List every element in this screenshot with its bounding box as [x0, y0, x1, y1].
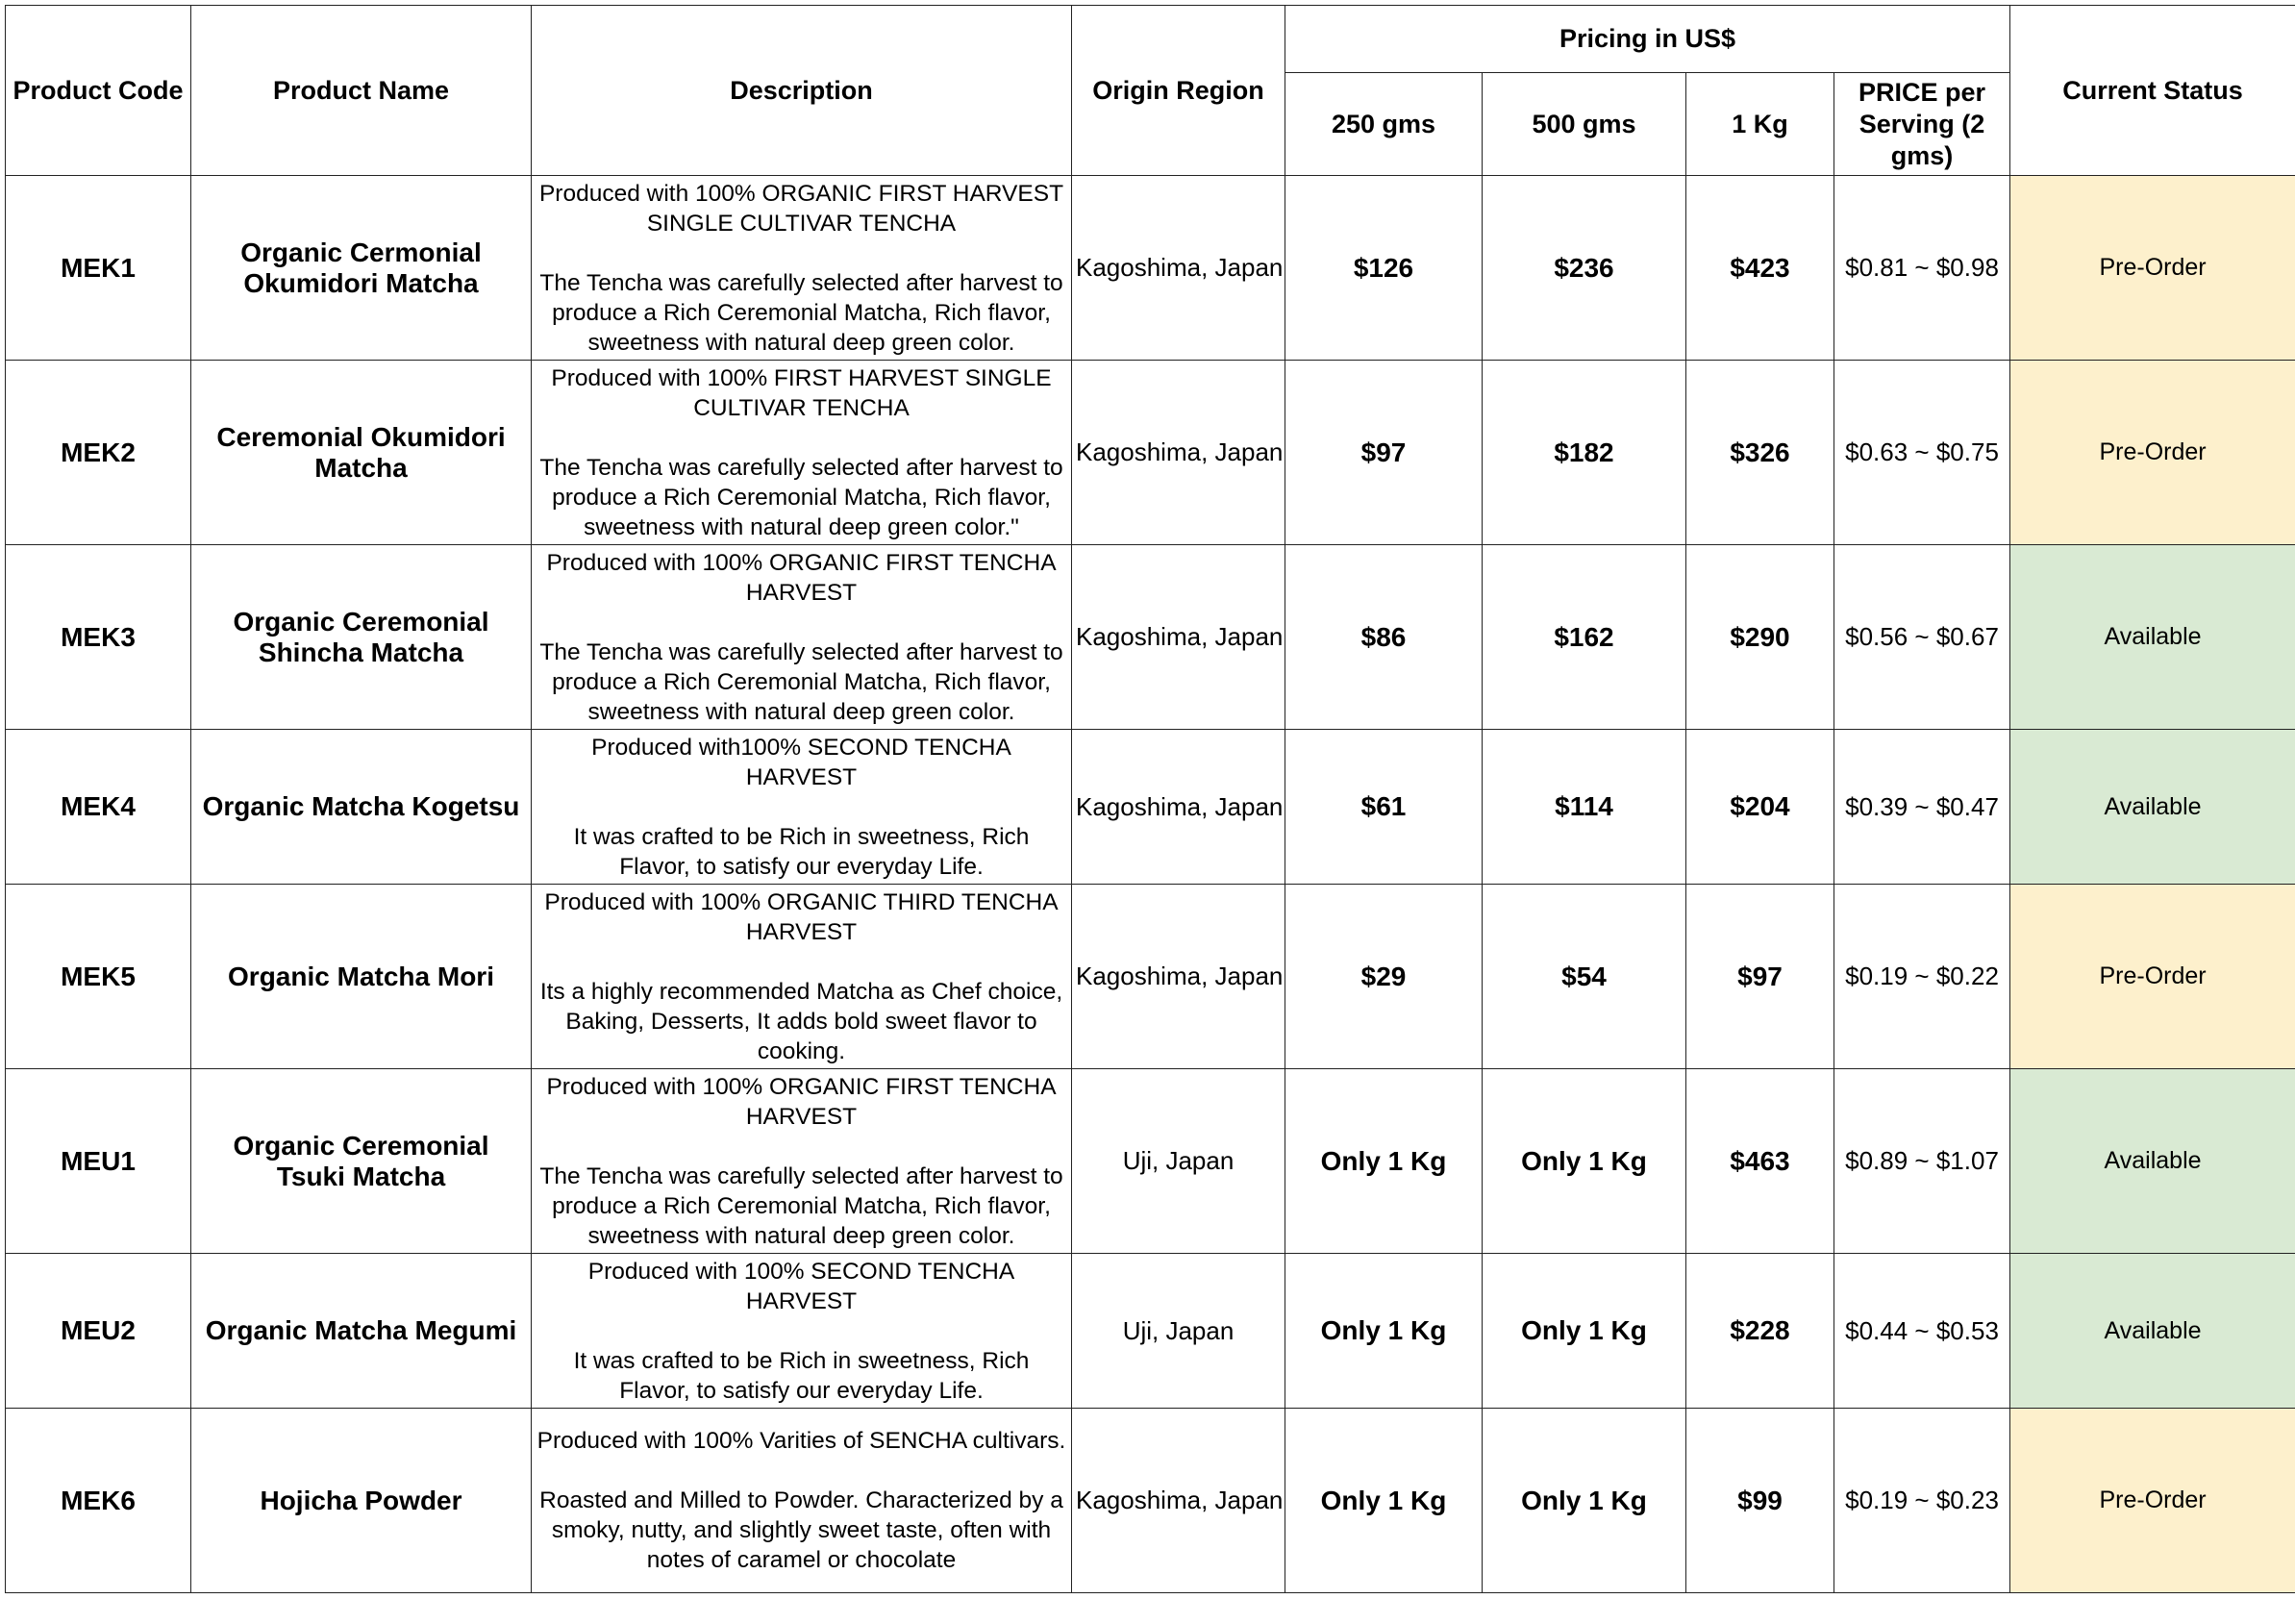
price-1kg-cell: $97: [1686, 885, 1834, 1069]
product-code-cell: MEK2: [6, 361, 191, 545]
product-name-cell: Ceremonial Okumidori Matcha: [191, 361, 532, 545]
product-code-cell: MEK3: [6, 545, 191, 730]
product-code-cell: MEK4: [6, 730, 191, 885]
product-name-cell: Organic Matcha Mori: [191, 885, 532, 1069]
price-250-cell: Only 1 Kg: [1285, 1069, 1483, 1254]
product-name-cell: Organic Matcha Megumi: [191, 1254, 532, 1409]
description-cell: Produced with100% SECOND TENCHA HARVEST It was crafted to be Rich in sweetness, Rich Flavor, to satisfy our everyday Life.: [532, 730, 1072, 885]
status-cell: Available: [2010, 1254, 2295, 1409]
product-code-cell: MEU2: [6, 1254, 191, 1409]
header-row: [6, 6, 2295, 73]
table-row: [6, 730, 2295, 885]
price-250-cell: Only 1 Kg: [1285, 1254, 1483, 1409]
price-per-serving-cell: $0.89 ~ $1.07: [1834, 1069, 2010, 1254]
status-cell: Available: [2010, 1069, 2295, 1254]
product-name-cell: Organic Cermonial Okumidori Matcha: [191, 176, 532, 361]
price-250-cell: $61: [1285, 730, 1483, 885]
price-per-serving-cell: $0.19 ~ $0.23: [1834, 1409, 2010, 1593]
origin-region-cell: Kagoshima, Japan: [1072, 545, 1285, 730]
price-500-cell: $182: [1483, 361, 1686, 545]
header-size-1kg: 1 Kg: [1686, 73, 1834, 176]
header-product-name: Product Name: [191, 6, 532, 176]
status-cell: Available: [2010, 730, 2295, 885]
price-500-cell: Only 1 Kg: [1483, 1069, 1686, 1254]
price-500-cell: Only 1 Kg: [1483, 1409, 1686, 1593]
price-1kg-cell: $326: [1686, 361, 1834, 545]
description-cell: Produced with 100% ORGANIC FIRST TENCHA HARVEST The Tencha was carefully selected after harvest to produce a Rich Ceremonial Matcha, Rich flavor, sweetness with natural deep green color.: [532, 1069, 1072, 1254]
price-per-serving-cell: $0.81 ~ $0.98: [1834, 176, 2010, 361]
price-1kg-cell: $99: [1686, 1409, 1834, 1593]
status-cell: Pre-Order: [2010, 885, 2295, 1069]
origin-region-cell: Kagoshima, Japan: [1072, 176, 1285, 361]
price-per-serving-cell: $0.56 ~ $0.67: [1834, 545, 2010, 730]
price-1kg-cell: $290: [1686, 545, 1834, 730]
product-pricing-table: [5, 5, 2295, 1593]
price-250-cell: $126: [1285, 176, 1483, 361]
product-code-cell: MEU1: [6, 1069, 191, 1254]
header-pricing-group: Pricing in US$: [1285, 6, 2010, 73]
description-cell: Produced with 100% ORGANIC FIRST TENCHA HARVEST The Tencha was carefully selected after harvest to produce a Rich Ceremonial Matcha, Rich flavor, sweetness with natural deep green color.: [532, 545, 1072, 730]
product-name-cell: Organic Ceremonial Shincha Matcha: [191, 545, 532, 730]
price-500-cell: $54: [1483, 885, 1686, 1069]
price-500-cell: Only 1 Kg: [1483, 1254, 1686, 1409]
product-name-cell: Organic Ceremonial Tsuki Matcha: [191, 1069, 532, 1254]
origin-region-cell: Uji, Japan: [1072, 1254, 1285, 1409]
header-product-code: Product Code: [6, 6, 191, 176]
description-cell: Produced with 100% FIRST HARVEST SINGLE CULTIVAR TENCHA The Tencha was carefully selected after harvest to produce a Rich Ceremonial Matcha, Rich flavor, sweetness with natural deep green color.": [532, 361, 1072, 545]
status-cell: Pre-Order: [2010, 176, 2295, 361]
product-code-cell: MEK5: [6, 885, 191, 1069]
status-cell: Pre-Order: [2010, 1409, 2295, 1593]
origin-region-cell: Kagoshima, Japan: [1072, 730, 1285, 885]
price-250-cell: Only 1 Kg: [1285, 1409, 1483, 1593]
product-code-cell: MEK6: [6, 1409, 191, 1593]
product-name-cell: Hojicha Powder: [191, 1409, 532, 1593]
price-1kg-cell: $423: [1686, 176, 1834, 361]
table-row: [6, 176, 2295, 361]
price-500-cell: $236: [1483, 176, 1686, 361]
price-500-cell: $114: [1483, 730, 1686, 885]
origin-region-cell: Kagoshima, Japan: [1072, 1409, 1285, 1593]
header-description: Description: [532, 6, 1072, 176]
header-size-250: 250 gms: [1285, 73, 1483, 176]
price-250-cell: $97: [1285, 361, 1483, 545]
description-cell: Produced with 100% ORGANIC FIRST HARVEST SINGLE CULTIVAR TENCHA The Tencha was carefully selected after harvest to produce a Rich Ceremonial Matcha, Rich flavor, sweetness with natural deep green color.: [532, 176, 1072, 361]
price-1kg-cell: $463: [1686, 1069, 1834, 1254]
price-per-serving-cell: $0.39 ~ $0.47: [1834, 730, 2010, 885]
price-per-serving-cell: $0.63 ~ $0.75: [1834, 361, 2010, 545]
price-250-cell: $29: [1285, 885, 1483, 1069]
origin-region-cell: Uji, Japan: [1072, 1069, 1285, 1254]
price-per-serving-cell: $0.19 ~ $0.22: [1834, 885, 2010, 1069]
description-cell: Produced with 100% ORGANIC THIRD TENCHA HARVEST Its a highly recommended Matcha as Chef choice, Baking, Desserts, It adds bold sweet flavor to cooking.: [532, 885, 1072, 1069]
table-row: [6, 361, 2295, 545]
price-per-serving-cell: $0.44 ~ $0.53: [1834, 1254, 2010, 1409]
header-origin-region: Origin Region: [1072, 6, 1285, 176]
table-row: [6, 545, 2295, 730]
status-cell: Available: [2010, 545, 2295, 730]
price-250-cell: $86: [1285, 545, 1483, 730]
product-code-cell: MEK1: [6, 176, 191, 361]
table-row: [6, 1409, 2295, 1593]
header-price-per-serving: PRICE per Serving (2 gms): [1834, 73, 2010, 176]
table-row: [6, 1254, 2295, 1409]
price-500-cell: $162: [1483, 545, 1686, 730]
description-cell: Produced with 100% SECOND TENCHA HARVEST It was crafted to be Rich in sweetness, Rich Flavor, to satisfy our everyday Life.: [532, 1254, 1072, 1409]
product-name-cell: Organic Matcha Kogetsu: [191, 730, 532, 885]
description-cell: Produced with 100% Varities of SENCHA cultivars. Roasted and Milled to Powder. Characterized by a smoky, nutty, and slightly sweet taste, often with notes of caramel or chocolate: [532, 1409, 1072, 1593]
origin-region-cell: Kagoshima, Japan: [1072, 885, 1285, 1069]
header-size-500: 500 gms: [1483, 73, 1686, 176]
price-1kg-cell: $204: [1686, 730, 1834, 885]
price-1kg-cell: $228: [1686, 1254, 1834, 1409]
status-cell: Pre-Order: [2010, 361, 2295, 545]
origin-region-cell: Kagoshima, Japan: [1072, 361, 1285, 545]
header-current-status: Current Status: [2010, 6, 2295, 176]
table-row: [6, 885, 2295, 1069]
table-row: [6, 1069, 2295, 1254]
